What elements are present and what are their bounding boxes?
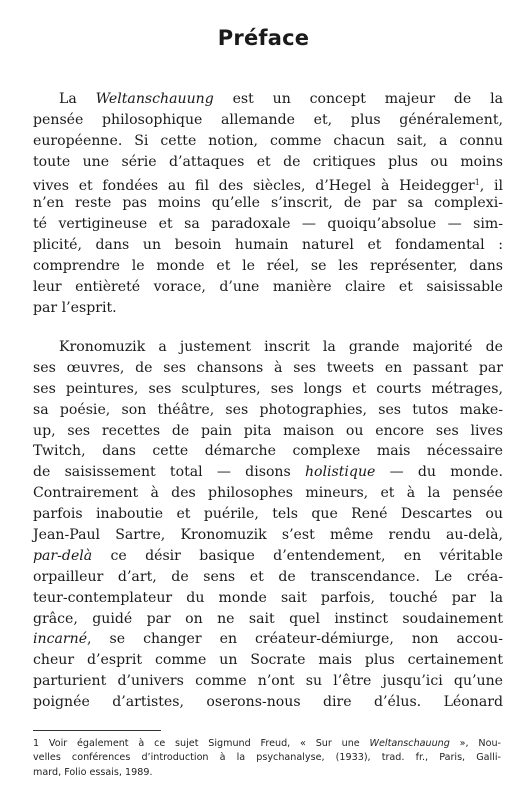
paragraph-2 (33, 337, 503, 713)
italic-term: incarné (33, 631, 88, 648)
text-run: est un concept majeur de la (213, 91, 503, 107)
text-run: vives et fondées au fil des siècles, d’Hegel à Heidegger (33, 177, 475, 194)
text-line: plicité, dans un besoin humain naturel et fondamental : (33, 237, 503, 254)
text-run: 1 Voir également à ce sujet Sigmund Freud, « Sur une (33, 738, 370, 749)
text-line: parturient d’univers comme n’ont su l’être jusqu’ici qu’une (33, 673, 503, 690)
page-title: Préface (217, 26, 310, 50)
text-line: leur entièreté vorace, d’une manière claire et saisissable (33, 279, 503, 296)
paragraph-1 (33, 89, 503, 319)
text-run: », Nou- (449, 738, 501, 749)
text-line: n’en reste pas moins qu’elle s’inscrit, de par sa complexi- (33, 195, 503, 212)
text-run: — du monde. (375, 464, 503, 481)
italic-term: par-delà (33, 547, 93, 564)
text-line: té vertigineuse et sa paradoxale — quoiqu’absolue — sim- (33, 216, 503, 233)
text-line: parfois inaboutie et puérile, tels que René Descartes ou (33, 506, 503, 523)
italic-term: Weltanschauung (369, 738, 450, 749)
footnote-line (33, 737, 501, 751)
text-line: sa poésie, son théâtre, ses photographies, ses tutos make- (33, 401, 503, 418)
text-line: ses œuvres, de ses chansons à ses tweets en passant par (33, 359, 503, 376)
text-line: Twitch, dans cette démarche complexe mais nécessaire (33, 443, 503, 460)
text-line: grâce, guidé par on ne sait quel instinct soudainement (33, 610, 503, 627)
text-line (33, 89, 503, 110)
footnote-line: mard, Folio essais, 1989. (33, 766, 153, 778)
footnote-divider (33, 730, 161, 731)
text-line: pensée philosophique allemande et, plus généralement, (33, 111, 503, 128)
text-line: up, ses recettes de pain pita maison ou encore ses lives (33, 422, 503, 439)
footnote-marker: 1 (474, 177, 480, 187)
italic-term: Weltanschauung (95, 91, 214, 107)
text-line: toute une série d’attaques et de critiques plus ou moins (33, 153, 503, 170)
text-line (33, 546, 503, 567)
text-line: poignée d’artistes, oserons-nous dire d’élus. Léonard (33, 694, 503, 711)
text-line (33, 462, 503, 483)
text-line: par l’esprit. (33, 299, 117, 316)
text-line: ses peintures, ses sculptures, ses longs et courts métrages, (33, 380, 503, 397)
text-line (33, 629, 503, 650)
text-line: orpailleur d’art, de sens et de transcendance. Le créa- (33, 568, 503, 585)
footnote-line: velles conférences d’introduction à la psychanalyse, (1933), trad. fr., Paris, Galli- (33, 752, 501, 764)
text-line: teur-contemplateur du monde sait parfois, touché par la (33, 589, 503, 606)
text-run: , se changer en créateur-démiurge, non accou- (87, 631, 503, 648)
text-run: La (59, 91, 96, 107)
text-line: comprendre le monde et le réel, se les représenter, dans (33, 258, 503, 275)
text-run: de saisissement total — disons (33, 464, 305, 481)
text-line: Contrairement à des philosophes mineurs, et à la pensée (33, 485, 503, 502)
text-run: ce désir basique d’entendement, en véritable (92, 547, 503, 564)
text-line: Jean-Paul Sartre, Kronomuzik s’est même rendu au-delà, (33, 527, 503, 544)
text-line: Kronomuzik a justement inscrit la grande majorité de (59, 339, 503, 355)
text-run: , il (479, 177, 503, 194)
text-line (33, 173, 503, 194)
text-line: européenne. Si cette notion, comme chacun sait, a connu (33, 132, 503, 149)
italic-term: holistique (304, 464, 376, 481)
footnote (33, 737, 501, 780)
text-line: cheur d’esprit comme un Socrate mais plus certainement (33, 652, 503, 669)
